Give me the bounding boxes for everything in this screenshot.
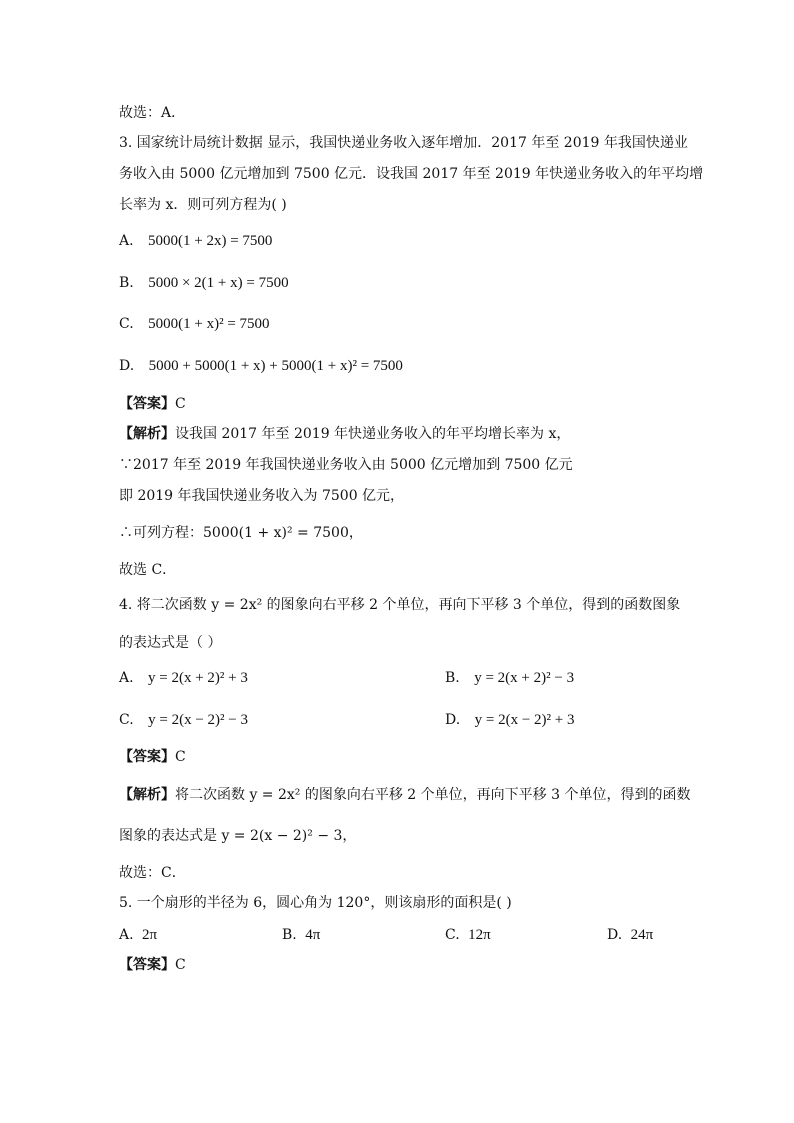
- q3-analysis-line2: ∵2017 年至 2019 年我国快递业务收入由 5000 亿元增加到 7500 亿元: [119, 457, 573, 473]
- option-label: A.: [119, 927, 134, 943]
- option-expression: 5000(1 + x)² = 7500: [148, 316, 270, 332]
- q3-option-c: [119, 314, 270, 334]
- q3-answer: [119, 394, 186, 414]
- option-label: C.: [119, 712, 134, 728]
- q5-option-c: [445, 925, 491, 945]
- answer-tag: 【答案】: [119, 749, 175, 765]
- option-label: B.: [282, 927, 297, 943]
- q5-stem: 5. 一个扇形的半径为 6，圆心角为 120°，则该扇形的面积是( ): [119, 895, 512, 911]
- q4-stem-line1: 4. 将二次函数 y = 2x² 的图象向右平移 2 个单位，再向下平移 3 个单位，得到的函数图象: [119, 597, 681, 613]
- q3-stem-line1: 3. 国家统计局统计数据 显示，我国快递业务收入逐年增加．2017 年至 2019 年我国快递业: [119, 135, 688, 151]
- q3-option-d: [119, 356, 403, 376]
- option-expression: 5000 × 2(1 + x) = 7500: [148, 275, 289, 291]
- analysis-text: 设我国 2017 年至 2019 年快递业务收入的年平均增长率为 x，: [175, 426, 571, 442]
- q3-analysis-line1: [119, 424, 570, 444]
- option-label: C.: [119, 316, 134, 332]
- q4-option-a: [119, 668, 248, 688]
- option-expression: 5000(1 + 2x) = 7500: [148, 233, 273, 249]
- answer-value: C: [175, 396, 186, 412]
- option-label: A.: [119, 670, 134, 686]
- option-expression: 5000 + 5000(1 + x) + 5000(1 + x)² = 7500: [148, 358, 403, 374]
- q3-analysis-line3: 即 2019 年我国快递业务收入为 7500 亿元，: [119, 488, 405, 504]
- analysis-tag: 【解析】: [119, 426, 175, 442]
- q3-option-a: [119, 231, 272, 251]
- q4-conclusion: 故选：C．: [119, 865, 186, 881]
- q5-option-d: [607, 925, 653, 945]
- answer-tag: 【答案】: [119, 957, 175, 973]
- answer-tag: 【答案】: [119, 396, 175, 412]
- option-expression: y = 2(x − 2)² − 3: [148, 712, 248, 728]
- option-label: B.: [445, 670, 460, 686]
- previous-conclusion: 故选：A．: [119, 105, 186, 121]
- option-expression: 12π: [468, 927, 491, 943]
- q3-stem-line2: 务收入由 5000 亿元增加到 7500 亿元．设我国 2017 年至 2019 年快递业务收入的年平均增: [119, 166, 704, 182]
- analysis-tag: 【解析】: [119, 787, 175, 803]
- q4-answer: [119, 747, 186, 767]
- q3-stem-line3: 长率为 x．则可列方程为( ): [119, 197, 287, 213]
- option-label: D.: [607, 927, 623, 943]
- answer-value: C: [175, 957, 186, 973]
- option-label: D.: [445, 712, 461, 728]
- option-expression: 4π: [305, 927, 321, 943]
- q4-option-c: [119, 710, 248, 730]
- q5-option-a: [119, 925, 157, 945]
- q4-analysis-line1: [119, 785, 690, 805]
- q4-option-d: [445, 710, 575, 730]
- q4-analysis-line2: 图象的表达式是 y = 2(x − 2)² − 3，: [119, 828, 357, 844]
- analysis-text: 将二次函数 y = 2x² 的图象向右平移 2 个单位，再向下平移 3 个单位，得到的函数: [175, 787, 691, 803]
- option-label: B.: [119, 275, 134, 291]
- option-expression: y = 2(x + 2)² − 3: [474, 670, 575, 686]
- q3-option-b: [119, 273, 289, 293]
- option-expression: 2π: [142, 927, 158, 943]
- answer-value: C: [175, 749, 186, 765]
- q4-option-b: [445, 668, 574, 688]
- option-label: D.: [119, 358, 135, 374]
- option-expression: y = 2(x + 2)² + 3: [148, 670, 248, 686]
- q5-answer: [119, 955, 186, 975]
- q3-analysis-line4: ∴可列方程：5000(1 + x)² = 7500，: [119, 525, 363, 541]
- q5-option-b: [282, 925, 320, 945]
- option-label: C.: [445, 927, 460, 943]
- q4-stem-line2: 的表达式是（ ）: [119, 635, 222, 651]
- q3-conclusion: 故选 C．: [119, 562, 177, 578]
- option-label: A.: [119, 233, 134, 249]
- option-expression: y = 2(x − 2)² + 3: [474, 712, 575, 728]
- option-expression: 24π: [630, 927, 654, 943]
